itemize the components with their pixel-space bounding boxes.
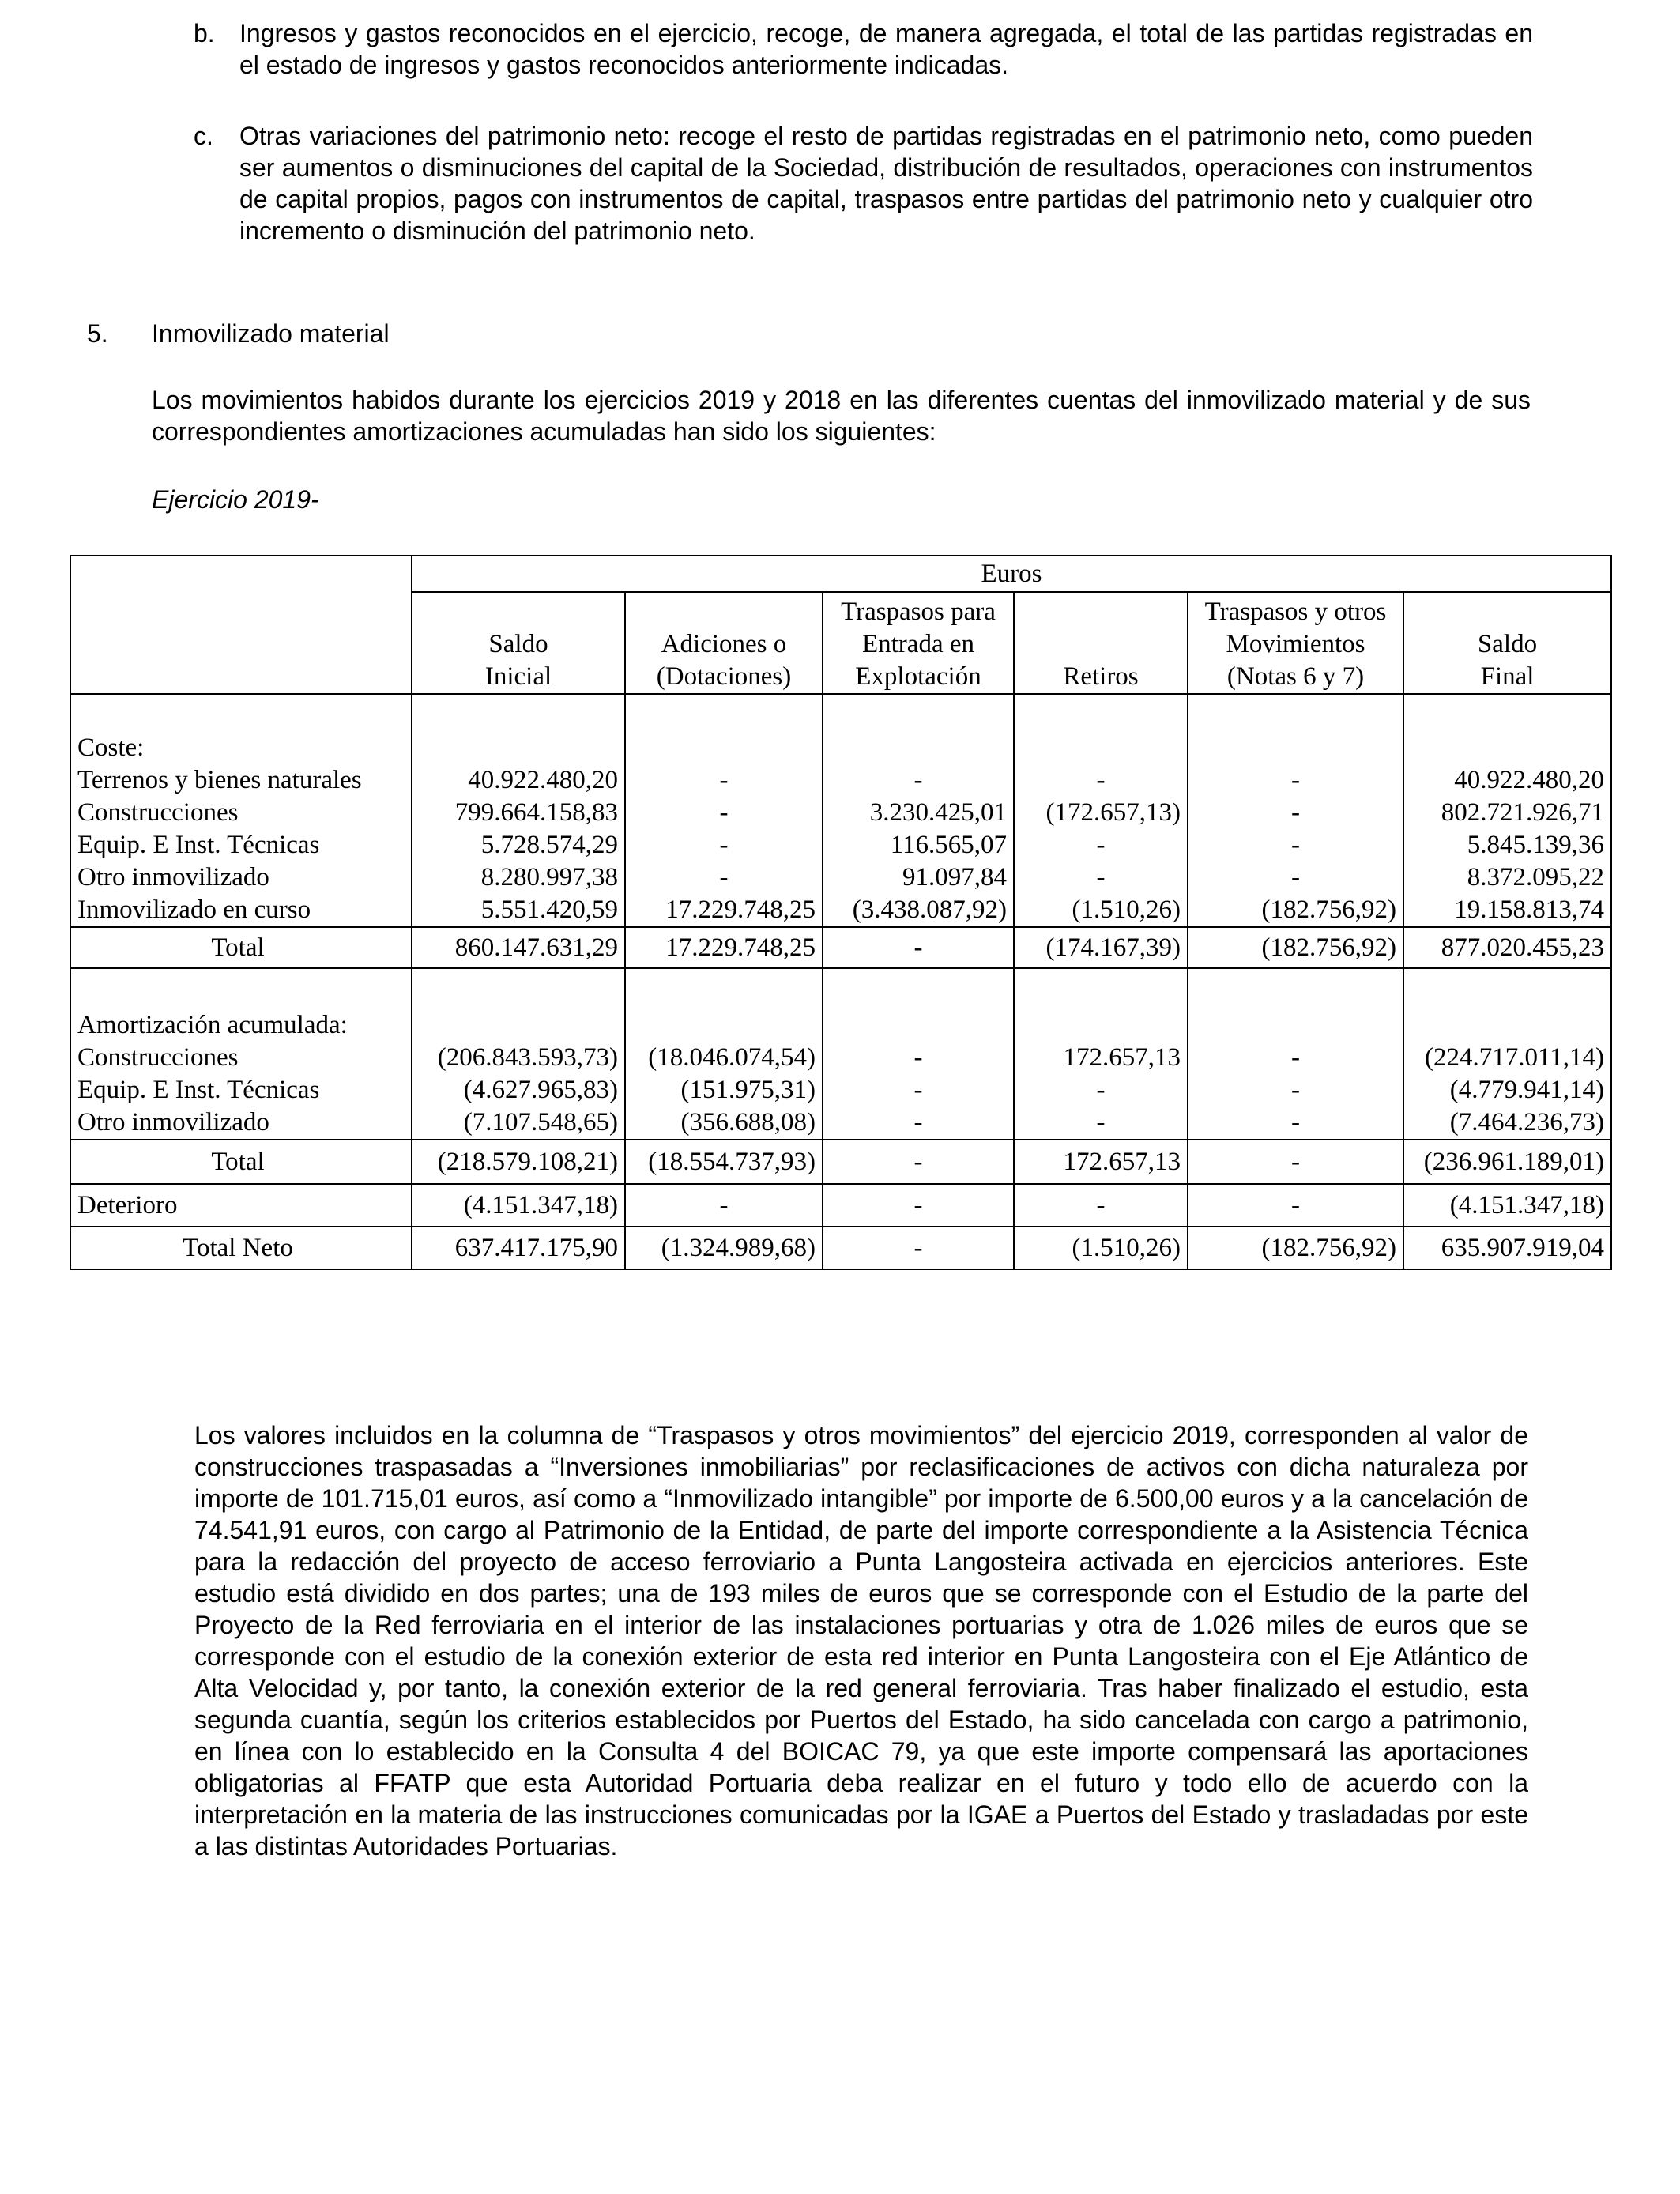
table-row — [70, 1042, 1611, 1074]
table-row — [70, 829, 1611, 861]
coste-label-row — [70, 694, 1611, 764]
table-cell: 40.922.480,20 — [412, 764, 625, 797]
table-cell: (4.151.347,18) — [412, 1184, 625, 1227]
table-cell: (7.464.236,73) — [1403, 1106, 1611, 1140]
table-cell: - — [1188, 1140, 1403, 1184]
table-cell: - — [625, 764, 823, 797]
table-cell: 5.728.574,29 — [412, 829, 625, 861]
table-cell: 40.922.480,20 — [1403, 764, 1611, 797]
column-header-saldo-final: Saldo Final — [1403, 592, 1611, 694]
table-cell: (224.717.011,14) — [1403, 1042, 1611, 1074]
table-cell: - — [625, 861, 823, 894]
table-row — [70, 861, 1611, 894]
table-cell: 637.417.175,90 — [412, 1227, 625, 1269]
table-cell: (3.438.087,92) — [823, 894, 1014, 927]
table-cell: 3.230.425,01 — [823, 797, 1014, 829]
table-cell: - — [1188, 764, 1403, 797]
row-label: Equip. E Inst. Técnicas — [77, 1076, 320, 1104]
table-cell: - — [1188, 1184, 1403, 1227]
table-cell: - — [1014, 764, 1188, 797]
table-cell: (1.324.989,68) — [625, 1227, 823, 1269]
table-row — [70, 1074, 1611, 1106]
table-cell: 799.664.158,83 — [412, 797, 625, 829]
column-header-saldo-inicial: Saldo Inicial — [412, 592, 625, 694]
table-cell: - — [625, 1184, 823, 1227]
table-cell: (218.579.108,21) — [412, 1140, 625, 1184]
table-cell: - — [823, 1227, 1014, 1269]
table-row — [70, 1106, 1611, 1140]
intro-paragraph: Los movimientos habidos durante los ejercicios 2019 y 2018 en las diferentes cuentas del inmovilizado material y de sus correspondientes amortizaciones acumuladas han sido los siguientes: — [152, 386, 1531, 446]
list-marker: c. — [194, 122, 213, 150]
table-cell: (18.554.737,93) — [625, 1140, 823, 1184]
explanatory-note: Los valores incluidos en la columna de “Traspasos y otros movimientos” del ejercicio 2019, corresponden al valor de construcciones traspasadas a “Inversiones inmobiliarias” por reclasificaciones de activos con dicha naturaleza por importe de 101.715,01 euros, así como a “Inmovilizado intangible” por importe de 6.500,00 euros y a la cancelación de 74.541,91 euros, con cargo al Patrimonio de la Entidad, de parte del importe correspondiente a la Asistencia Técnica para la redacción del proyecto de acceso ferroviario a Punta Langosteira activada en ejercicios anteriores. Este estudio está dividido en dos partes; una de 193 miles de euros que se corresponde con el Estudio de la parte del Proyecto de la Red ferroviaria en el interior de las instalaciones portuarias y otra de 1.026 miles de euros que se corresponde con el estudio de la conexión exterior de esta red interior en Punta Langosteira con el Eje Atlántico de Alta Velocidad y, por tanto, la conexión exterior de la red general ferroviaria. Tras haber finalizado el estudio, esta segunda cuantía, según los criterios establecidos por Puertos del Estado, ha sido cancelada con cargo a patrimonio, en línea con lo establecido en la Consulta 4 del BOICAC 79, ya que este importe compensará las aportaciones obligatorias al FFATP que esta Autoridad Portuaria deba realizar en el futuro y todo ello de acuerdo con la interpretación en la materia de las instrucciones comunicadas por la IGAE a Puertos del Estado y trasladadas por este a las distintas Autoridades Portuarias. — [194, 1421, 1528, 1860]
list-item-text: Ingresos y gastos reconocidos en el ejercicio, recoge, de manera agregada, el total de las partidas registradas en el estado de ingresos y gastos reconocidos anteriormente indicadas. — [239, 19, 1533, 79]
table-cell: - — [823, 927, 1014, 968]
table-cell: (4.779.941,14) — [1403, 1074, 1611, 1106]
table-cell: - — [823, 1106, 1014, 1140]
table-cell: 877.020.455,23 — [1403, 927, 1611, 968]
table-cell: 5.845.139,36 — [1403, 829, 1611, 861]
column-header-traspasos-otros: Traspasos y otros Movimientos (Notas 6 y 7) — [1188, 592, 1403, 694]
amort-label: Amortización acumulada: — [77, 1011, 348, 1039]
table-cell: (1.510,26) — [1014, 894, 1188, 927]
table-cell: - — [823, 1140, 1014, 1184]
table-cell: - — [823, 1042, 1014, 1074]
section-title: Inmovilizado material — [152, 319, 390, 348]
table-cell: 635.907.919,04 — [1403, 1227, 1611, 1269]
row-label: Equip. E Inst. Técnicas — [77, 831, 320, 859]
table-cell: - — [1188, 1074, 1403, 1106]
table-cell: (151.975,31) — [625, 1074, 823, 1106]
table-cell: 19.158.813,74 — [1403, 894, 1611, 927]
list-item-b — [194, 17, 1533, 81]
fixed-assets-table — [70, 555, 1612, 1270]
table-cell: (356.688,08) — [625, 1106, 823, 1140]
table-cell: - — [1188, 797, 1403, 829]
amort-label-row — [70, 968, 1611, 1042]
table-cell: - — [1014, 1106, 1188, 1140]
currency-header-row — [70, 556, 1611, 592]
row-label: Construcciones — [77, 1043, 239, 1072]
table-cell: 8.280.997,38 — [412, 861, 625, 894]
table-cell: 860.147.631,29 — [412, 927, 625, 968]
deterioro-row — [70, 1184, 1611, 1227]
table-cell: - — [1014, 1184, 1188, 1227]
table-cell: 17.229.748,25 — [625, 927, 823, 968]
table-cell: - — [1188, 861, 1403, 894]
table-cell: 172.657,13 — [1014, 1042, 1188, 1074]
table-cell: 8.372.095,22 — [1403, 861, 1611, 894]
table-cell: (182.756,92) — [1188, 927, 1403, 968]
amort-total-row — [70, 1140, 1611, 1184]
table-cell: - — [823, 1074, 1014, 1106]
table-cell: (4.627.965,83) — [412, 1074, 625, 1106]
table-cell: - — [823, 764, 1014, 797]
table-cell: (182.756,92) — [1188, 1227, 1403, 1269]
table-cell: 116.565,07 — [823, 829, 1014, 861]
total-label: Total — [211, 933, 265, 962]
table-cell: - — [1188, 1106, 1403, 1140]
row-label: Otro inmovilizado — [77, 1108, 269, 1137]
row-label: Inmovilizado en curso — [77, 895, 311, 924]
table-cell: 17.229.748,25 — [625, 894, 823, 927]
column-header-adiciones: Adiciones o (Dotaciones) — [625, 592, 823, 694]
table-cell: (172.657,13) — [1014, 797, 1188, 829]
table-row — [70, 764, 1611, 797]
column-header-retiros: Retiros — [1014, 592, 1188, 694]
table-cell: (18.046.074,54) — [625, 1042, 823, 1074]
table-cell: (174.167,39) — [1014, 927, 1188, 968]
table-cell: - — [1014, 861, 1188, 894]
table-subheading: Ejercicio 2019- — [152, 485, 319, 514]
row-label: Otro inmovilizado — [77, 863, 269, 892]
coste-label: Coste: — [77, 733, 145, 762]
total-label: Total Neto — [183, 1233, 293, 1262]
table-cell: (1.510,26) — [1014, 1227, 1188, 1269]
list-marker: b. — [194, 19, 215, 47]
coste-total-row — [70, 927, 1611, 968]
table-cell: (236.961.189,01) — [1403, 1140, 1611, 1184]
row-label: Construcciones — [77, 798, 239, 827]
table-cell: (182.756,92) — [1188, 894, 1403, 927]
list-item-c — [194, 120, 1533, 247]
total-neto-row — [70, 1227, 1611, 1269]
section-number: 5. — [87, 319, 108, 348]
table-cell: - — [625, 829, 823, 861]
table-cell: - — [823, 1184, 1014, 1227]
row-label: Deterioro — [77, 1190, 178, 1220]
table-cell: - — [1188, 1042, 1403, 1074]
table-row — [70, 797, 1611, 829]
table-cell: - — [1014, 1074, 1188, 1106]
total-label: Total — [211, 1147, 265, 1176]
table-cell: - — [1188, 829, 1403, 861]
list-item-text: Otras variaciones del patrimonio neto: recoge el resto de partidas registradas en el patrimonio neto, como pueden ser aumentos o disminuciones del capital de la Sociedad, distribución de resultados, operaciones con instrumentos de capital propios, pagos con instrumentos de capital, traspasos entre partidas del patrimonio neto y cualquier otro incremento o disminución del patrimonio neto. — [239, 122, 1533, 245]
table-cell: (206.843.593,73) — [412, 1042, 625, 1074]
currency-header: Euros — [412, 556, 1611, 592]
table-cell: 172.657,13 — [1014, 1140, 1188, 1184]
table-cell: - — [625, 797, 823, 829]
column-header-traspasos-explotacion: Traspasos para Entrada en Explotación — [823, 592, 1014, 694]
table-cell: 802.721.926,71 — [1403, 797, 1611, 829]
table-cell: - — [1014, 829, 1188, 861]
table-cell: (4.151.347,18) — [1403, 1184, 1611, 1227]
table-cell: 91.097,84 — [823, 861, 1014, 894]
table-row — [70, 894, 1611, 927]
fixed-assets-table-wrap — [70, 555, 1610, 1270]
table-cell: 5.551.420,59 — [412, 894, 625, 927]
row-label: Terrenos y bienes naturales — [77, 766, 362, 794]
table-cell: (7.107.548,65) — [412, 1106, 625, 1140]
column-header-row — [70, 592, 1611, 694]
